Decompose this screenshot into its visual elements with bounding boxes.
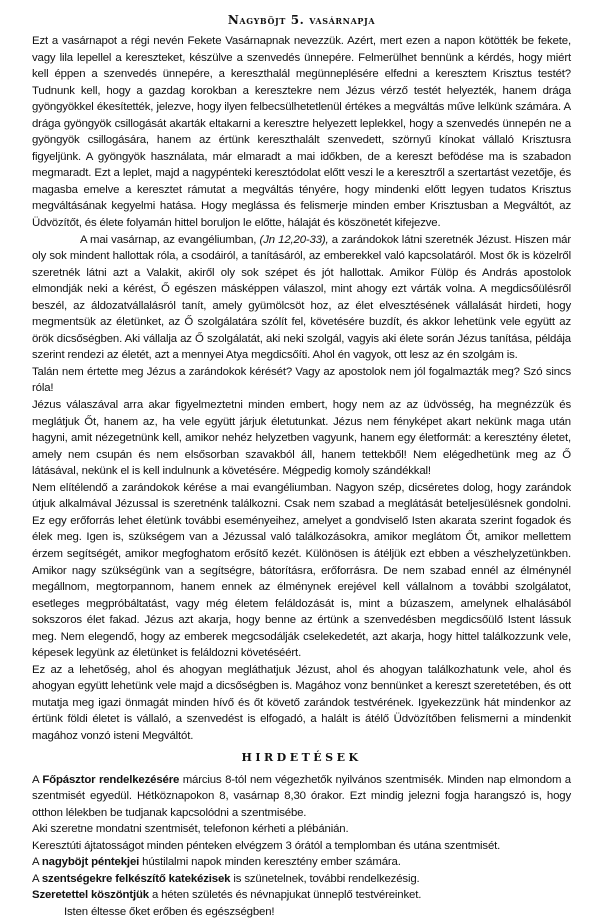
reflection-section — [32, 33, 571, 745]
announcement-text: is szünetelnek, további rendelkezésig. — [230, 872, 420, 885]
paragraph-4: Jézus válaszával arra akar figyelmeztetni minden embert, hogy nem az az üdvösség, ha megnézzük és meglátjuk Őt, hanem az, ha vele együtt járjuk életutunkat. Jézus nem fényképet akart nekünk maga után hagyni, amit nézegetnünk kell, amikor nehéz helyzetben vagyunk, hanem egy életformát: a keresztény életet, amely nem csupán és nem elsősorban szavakból áll, hanem tettekből! Nem elégedhetünk meg az Ő látásával, nekünk el is kell indulnunk a követésére. Mégpedig komoly szándékkal! — [32, 399, 571, 478]
page-title: Nagyböjt 5. vasárnapja — [227, 13, 376, 27]
paragraph-2-text-end: a zarándokok látni szeretnék Jézust. Hiszen már oly sok mindent hallottak róla, a csodáiról, a tanításáról, az emberekkel való kapcsolatáról. Most ők is közelről szeretnék látni azt a Valakit, akiről oly sok szépet és jót hallottak. Amikor Fülöp és András apostolok elmondják neki a kérést, Ő egészen másképpen válaszol, mint ahogy ezt várták volna. A megdicsőülésről beszél, az áldozatvállalásról tanít, amely gyümölcsöt hoz, az élet elvesztésének vállalását hirdeti, hogy megmentsük az életünket, az Ő szolgálatára szólít fel, követésére buzdít, és akkor lehetünk vele együtt az örök dicsőségben. Aki vállalja az Ő szolgálatát, aki neki szolgál, vagyis aki élete során Jézus tanítása, példája szerint rendezi az életét, azt a mennyei Atya megdicsőíti. Ahol én vagyok, ott lesz az én szolgám is. — [32, 233, 571, 362]
gospel-reference: (Jn 12,20-33), — [259, 233, 329, 246]
paragraph-6: Ez az a lehetőség, ahol és ahogyan megláthatjuk Jézust, ahol és ahogyan találkozhatunk vele, ahol és ahogyan együtt lehetünk vele majd a dicsőségben is. Magához vonz bennünket a kereszt szeretetében, és ott mutatja meg igazi önmagát minden hívő és őt követő zarándok testvérének. Igyekezzünk hát mindenkor az értünk földi életet is vállaló, a szenvedést is elfogadó, a halált is átélő Üdvözítőben felismerni a mindenkit magához vonzó isteni Megváltót. — [32, 663, 571, 742]
announcement-text: A — [32, 872, 42, 885]
announcement-mass-request: Aki szeretne mondatni szentmisét, telefonon kérheti a plébánián. — [32, 823, 349, 836]
announcement-catechesis — [32, 871, 571, 888]
paragraph-3: Talán nem értette meg Jézus a zarándokok kérését? Vagy az apostolok nem jól fogalmazták meg? Szó sincs róla! — [32, 365, 571, 395]
paragraph-5: Nem elítélendő a zarándokok kérése a mai evangéliumban. Nagyon szép, dicséretes dolog, hogy zarándok útjuk alkalmával Jézussal is szeretnénk találkozni. Csak nem szabad a meglátását beteljesülésnek gondolni. Ez egy erőforrás lehet életünk további eseményeihez, amelyet a gondviselő Isten akarata szerint fogadok és élek meg. Igen is, szükségem van a Jézussal való találkozásokra, amikor meglátom Őt, amikor mellettem érzem segítségét, amikor megfoghatom erősítő kezét. Különösen is átéljük ezt ebben a vészhelyzetünkben. Amikor nagy szükségünk van a segítségre, bátorításra, erőforrásra. De nem szabad ennél az élménynél megállnom, megtorpannom, hanem ennek az élménynek erejével kell vállalnom a további szolgálatot, esetleges megpróbáltatást, vagy még életem feláldozását is, mint a búzaszem, amelynek elhalásából sokszoros élet fakad. Jézus azt akarja, hogy benne az értünk a szenvedésben megdicsőülő Istent lássuk meg. Nem elegendő, hogy az emberek megcsodálják cselekedetét, azt akarja, hogy hittel találkozzunk vele, képesek legyünk az életünket is feláldozni követéséért. — [32, 481, 571, 660]
announcement-text: március 8-tól nem végezhetők nyilvános szentmisék. Minden nap elmondom a szentmisét egyedül. Hétköznapokon 8, vasárnap 8,30 órakor. Ezt mindig jelezni fogja harangszó is, hogy otthon lélekben be tudjanak kapcsolódni a szentmisébe. — [32, 773, 571, 819]
announcement-text: A — [32, 856, 42, 869]
announcement-emphasis: szentségekre felkészítő katekézisek — [41, 872, 231, 885]
paragraph-2-text-start: A mai vasárnap, az evangéliumban, — [80, 233, 260, 246]
announcement-greetings — [32, 887, 571, 904]
announcement-text: a héten születés és névnapjukat ünneplő testvéreinket. — [148, 889, 422, 902]
announcement-emphasis: nagyböjt péntekjei — [41, 856, 140, 869]
announcement-lenten-fridays — [32, 854, 571, 871]
announcement-stations-of-cross: Keresztúti ájtatosságot minden pénteken elvégzem 3 órától a templomban és utána szentmisét. — [32, 839, 501, 852]
closing-blessing: Isten éltesse őket erőben és egészségben! — [64, 905, 275, 918]
announcement-text: hústilalmi napok minden keresztény ember számára. — [139, 856, 401, 869]
announcements-heading: HIRDETÉSEK — [241, 750, 362, 764]
announcements-section — [32, 772, 571, 920]
announcement-mass-suspension — [32, 772, 571, 822]
announcement-text: A — [32, 773, 43, 786]
paragraph-1: Ezt a vasárnapot a régi nevén Fekete Vasárnapnak nevezzük. Azért, mert ezen a napon kötötték be fekete, vagy lila lepellel a kereszteket, készülve a szenvedés ünnepére. Felmerülhet bennünk a kérdés, hogy miért kell éppen a szenvedés ünnepére, a kereszthalál megünneplésére elfedni a keresztem Krisztus testét? Tudnunk kell, hogy a gazdag korokban a keresztekre nem Jézus vérző testét helyezték, hanem drága gyöngyökkel ékesítették, jelezve, hogy ilyen felbecsülhetetlenül értékes a megváltás műve lelkünk számára. A drága gyöngyök csillogását akarták eltakarni a keresztre helyezett leplekkel, hogy a szenvedés ünnepén ne a gyöngyök csillogására, hanem az értünk kereszthalált szenvedett, szörnyű kínokat vállaló Krisztusra figyeljünk. A gyöngyök használata, már elmaradt a mai időkben, de a kereszt befödése ma is szabadon megmaradt. Ezt a leplet, majd a nagypénteki keresztódolat előtt veszi le a keresztről a szertartást vezetője, és magasba emelve a keresztet rámutat a megváltás tényére, hogy mindenki előtt legyen tudatos Krisztus megváltásának kegyelmi hatása. Hogy meglássa és felismerje minden ember Krisztusban a Megváltót, az Üdvözítőt, és élete folyamán hittel boruljon le előtte, hálaját és köszönetét kifejezve. — [32, 35, 571, 230]
announcement-emphasis: Szeretettel köszöntjük — [32, 889, 149, 902]
announcement-emphasis: Főpásztor rendelkezésére — [42, 773, 180, 786]
document-page — [32, 9, 571, 920]
paragraph-2 — [32, 232, 571, 364]
